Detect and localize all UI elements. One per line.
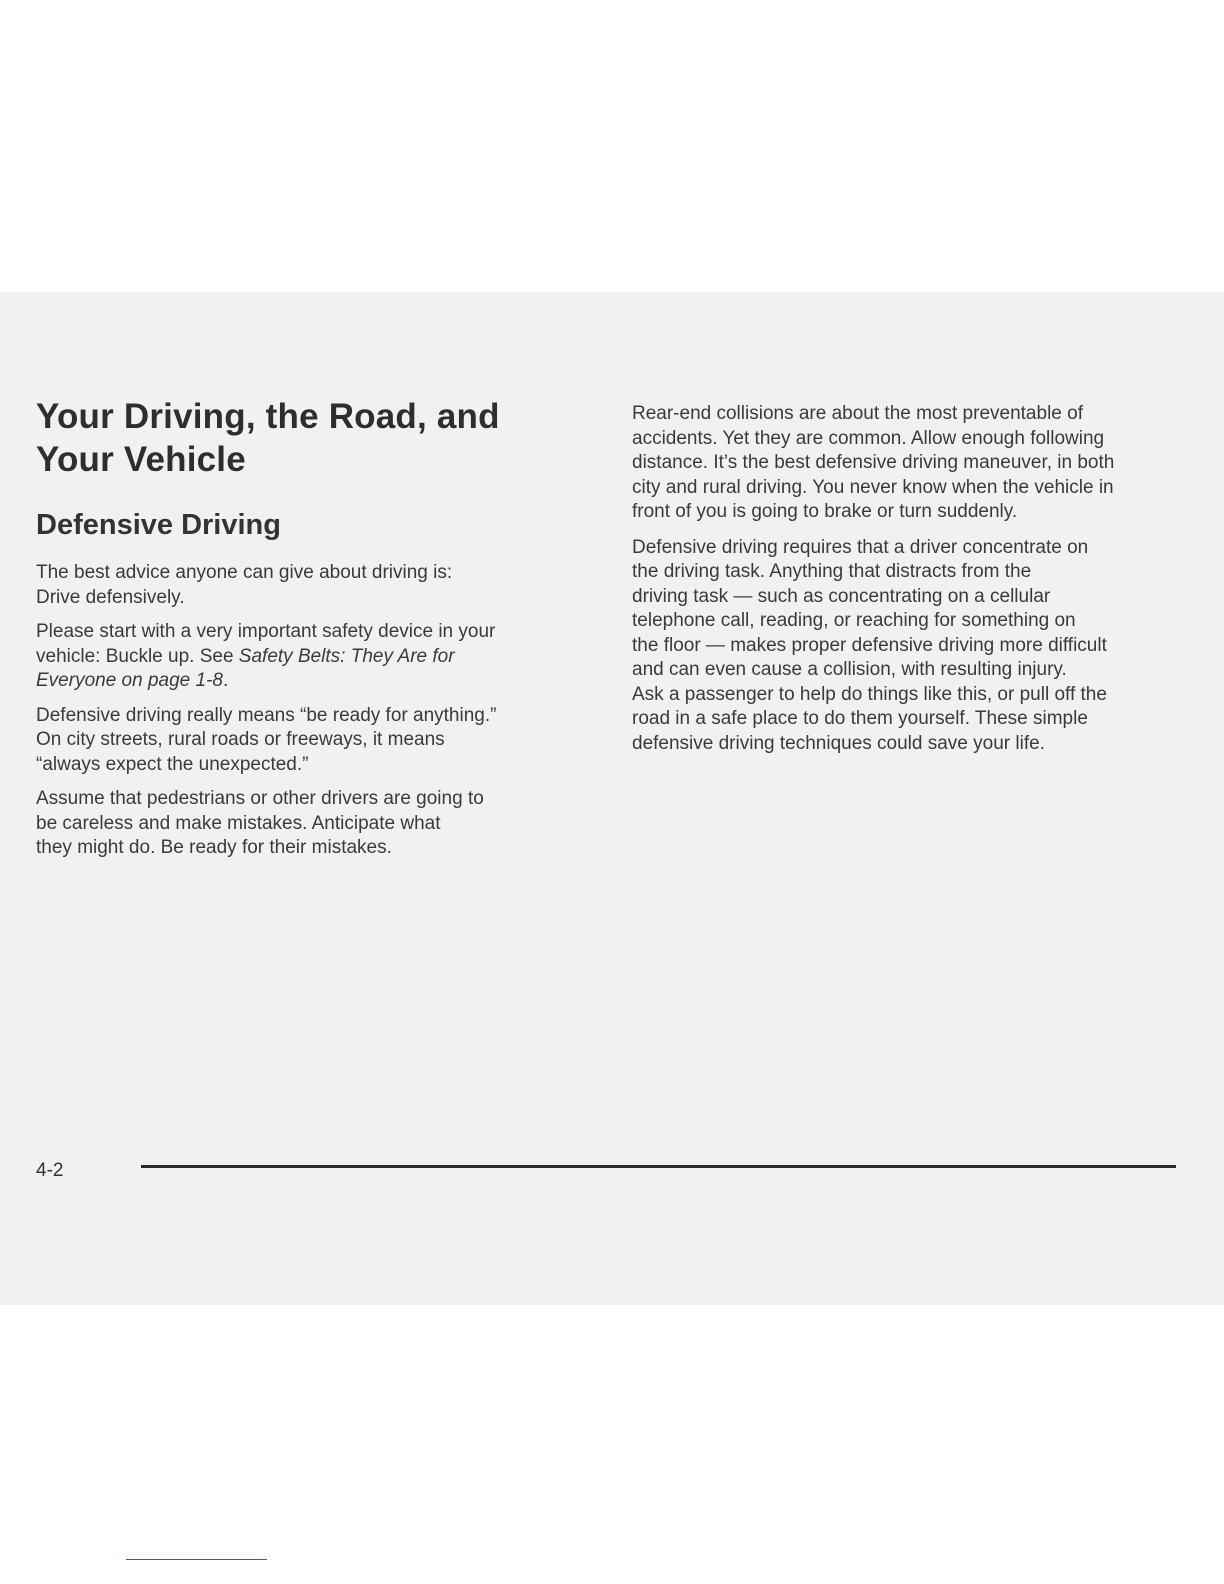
left-column: [36, 395, 596, 871]
text-line: be careless and make mistakes. Anticipate what: [36, 812, 441, 834]
text-line: Please start with a very important safety device in your: [36, 621, 496, 642]
text-line: the floor — makes proper defensive driving more difficult: [632, 634, 1107, 656]
text-line: front of you is going to brake or turn suddenly.: [632, 501, 1018, 522]
bottom-underline: [126, 1559, 267, 1560]
text-line: The best advice anyone can give about driving is:: [36, 562, 453, 583]
text-line: accidents. Yet they are common. Allow enough following: [632, 427, 1105, 449]
text-line: road in a safe place to do them yourself. These simple: [632, 708, 1088, 729]
text-line: vehicle: Buckle up. See: [36, 645, 239, 667]
paragraph-rear-end-collisions: [632, 402, 1192, 525]
text-line: the driving task. Anything that distracts from the: [632, 561, 1032, 582]
text-line: “always expect the unexpected.”: [36, 753, 309, 775]
text-line: Rear-end collisions are about the most preventable of: [632, 403, 1083, 424]
text-line: city and rural driving. You never know when the vehicle in: [632, 476, 1114, 498]
paragraph-safety-device: [36, 620, 596, 694]
text-line: and can even cause a collision, with resulting injury.: [632, 659, 1067, 680]
cross-reference-link[interactable]: Everyone on page 1-8: [36, 670, 223, 691]
right-column: [632, 402, 1192, 767]
text-line: Assume that pedestrians or other drivers are going to: [36, 788, 484, 809]
text-line: distance. It’s the best defensive driving maneuver, in both: [632, 452, 1115, 473]
text-line: telephone call, reading, or reaching for something on: [632, 610, 1076, 631]
section-title: Defensive Driving: [36, 509, 281, 541]
text-line: On city streets, rural roads or freeways, it means: [36, 729, 445, 750]
cross-reference-link[interactable]: Safety Belts: They Are for: [238, 645, 455, 667]
page-title-line-1: Your Driving, the Road, and: [36, 397, 500, 436]
paragraph-assume-mistakes: [36, 787, 596, 861]
paragraph-concentrate: [632, 536, 1192, 757]
paragraph-best-advice: [36, 561, 596, 610]
page-number: 4-2: [36, 1160, 64, 1181]
footer-divider: [141, 1165, 1176, 1168]
text-line: .: [222, 670, 229, 691]
page-title: [36, 395, 596, 481]
text-line: Defensive driving really means “be ready for anything.”: [36, 704, 497, 726]
text-line: Defensive driving requires that a driver concentrate on: [632, 536, 1089, 558]
text-line: they might do. Be ready for their mistakes.: [36, 837, 392, 858]
page-title-line-2: Your Vehicle: [36, 440, 246, 479]
paragraph-be-ready: [36, 704, 596, 778]
text-line: defensive driving techniques could save your life.: [632, 732, 1045, 754]
text-line: driving task — such as concentrating on a cellular: [632, 585, 1051, 607]
text-line: Drive defensively.: [36, 586, 185, 608]
text-line: Ask a passenger to help do things like this, or pull off the: [632, 683, 1107, 705]
